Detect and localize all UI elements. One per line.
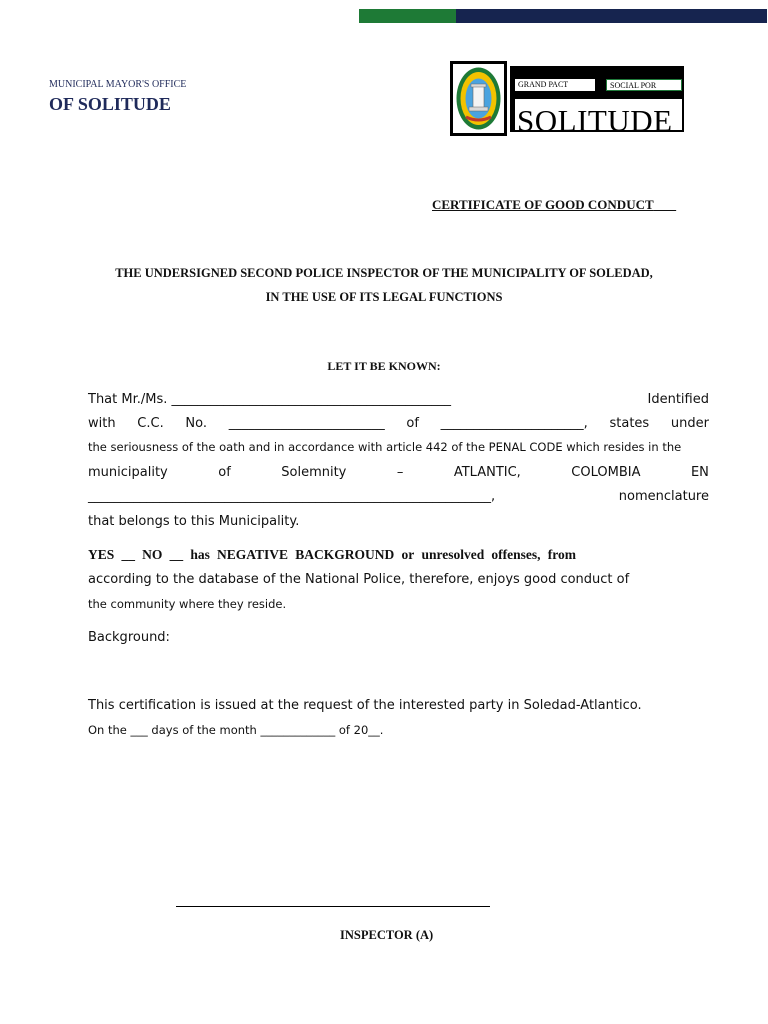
- issued-statement: This certification is issued at the request of the interested party in Soledad-Atlantico.: [88, 698, 642, 713]
- brand-word: SOLITUDE: [515, 99, 682, 130]
- office-title: OF SOLITUDE: [49, 94, 171, 114]
- word: nomenclature: [618, 489, 709, 504]
- date-line: On the ___ days of the month _____________ of 20__.: [88, 723, 384, 737]
- no-label: NO: [142, 547, 163, 562]
- intro-line-2: IN THE USE OF ITS LEGAL FUNCTIONS: [265, 290, 503, 304]
- let-it-be-known: LET IT BE KNOWN:: [327, 359, 441, 373]
- cc-number-blank: ________________________: [228, 416, 385, 431]
- identified-word: Identified: [647, 392, 709, 407]
- address-blank: ______________________________________________________________,: [88, 489, 496, 504]
- certificate-title: CERTIFICATE OF GOOD CONDUCT: [432, 197, 654, 212]
- office-line: MUNICIPAL MAYOR'S OFFICE: [49, 79, 187, 90]
- municipal-seal: [450, 61, 507, 136]
- brand-tag-social-por: SOCIAL POR: [606, 79, 682, 91]
- background-check-line: [88, 547, 576, 563]
- word: ATLANTIC,: [453, 465, 521, 480]
- body-line-5: [88, 489, 709, 504]
- name-blank: That Mr./Ms. ___________________________________________: [88, 392, 452, 407]
- word: from: [547, 547, 576, 562]
- word: or: [401, 547, 415, 562]
- word: of: [218, 465, 231, 480]
- word: Solemnity: [281, 465, 347, 480]
- no-blank: __: [169, 547, 184, 562]
- word: NEGATIVE: [217, 547, 289, 562]
- yes-blank: __: [121, 547, 135, 562]
- word: EN: [690, 465, 709, 480]
- body-line-1: [88, 392, 709, 407]
- word: C.C.: [137, 416, 164, 431]
- word: states: [609, 416, 650, 431]
- brand-tag-grand-pact: GRAND PACT: [515, 79, 595, 91]
- header-green-bar: [359, 9, 456, 23]
- inspector-label: INSPECTOR (A): [340, 928, 434, 942]
- word: unresolved: [421, 547, 485, 562]
- word: COLOMBIA: [571, 465, 641, 480]
- body-line-2: [88, 416, 709, 431]
- background-label: Background:: [88, 630, 170, 645]
- word: offenses,: [491, 547, 541, 562]
- word: No.: [185, 416, 208, 431]
- signature-line: [176, 906, 490, 907]
- cc-origin-blank: ______________________,: [440, 416, 588, 431]
- body-line-6: that belongs to this Municipality.: [88, 514, 300, 529]
- word: municipality: [88, 465, 168, 480]
- word: with: [88, 416, 116, 431]
- word: –: [396, 465, 404, 480]
- body-line-8: according to the database of the National Police, therefore, enjoys good conduct of: [88, 572, 630, 587]
- word: has: [190, 547, 210, 562]
- body-line-3: the seriousness of the oath and in accordance with article 442 of the PENAL CODE which resides in the: [88, 440, 682, 454]
- intro-line-1: THE UNDERSIGNED SECOND POLICE INSPECTOR OF THE MUNICIPALITY OF SOLEDAD,: [115, 266, 653, 280]
- word: under: [670, 416, 709, 431]
- word: BACKGROUND: [295, 547, 395, 562]
- yes-label: YES: [88, 547, 115, 562]
- word: of: [406, 416, 419, 431]
- seal-icon: [450, 61, 507, 136]
- body-line-9: the community where they reside.: [88, 597, 287, 611]
- brand-logo: [510, 66, 684, 132]
- body-line-4: [88, 465, 709, 480]
- header-navy-bar: [456, 9, 767, 23]
